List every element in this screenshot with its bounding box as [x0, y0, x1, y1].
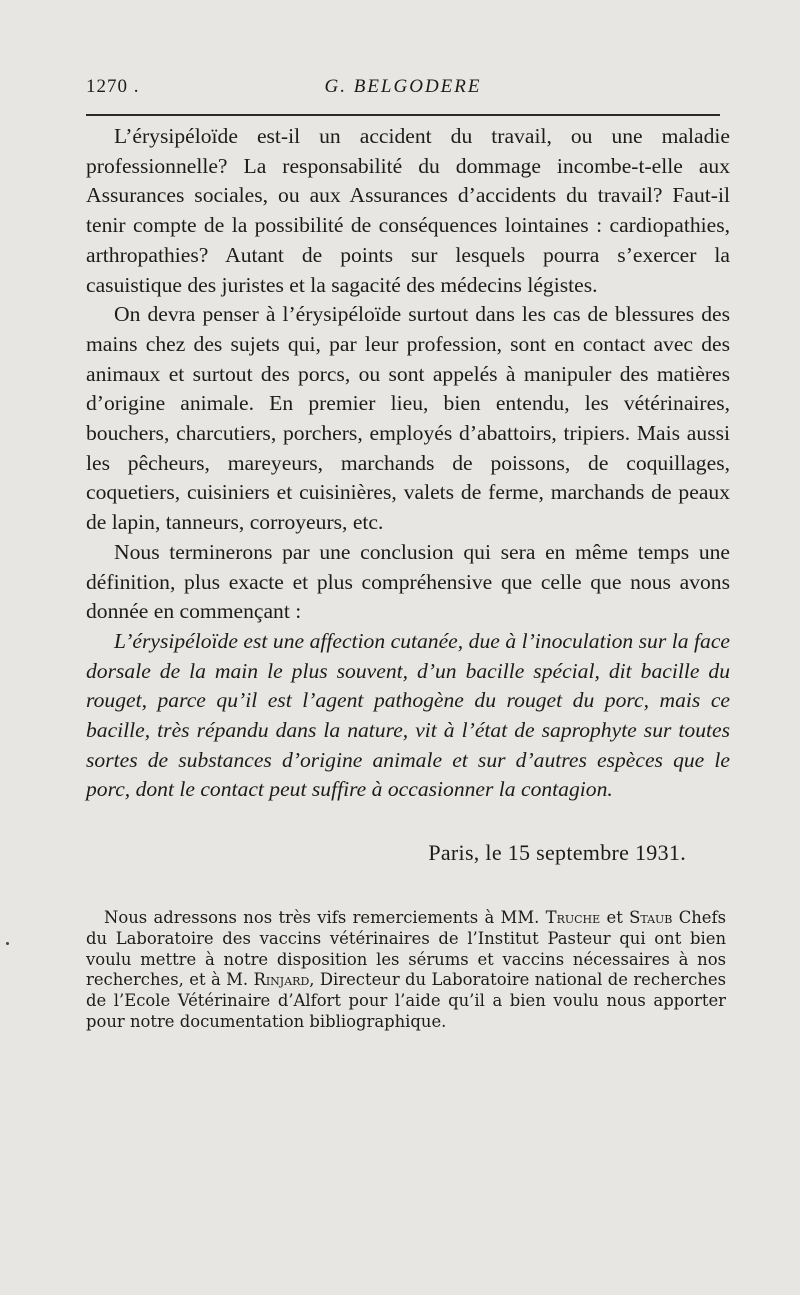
- footnote-text-2: et: [600, 908, 630, 927]
- footnote-text-3: Chefs du Laboratoire des vaccins vétérinaires de l’Institut Pasteur qui ont bien voulu mettre à notre disposition les sérums et vaccins nécessaires à nos recherches, et à M.: [86, 908, 726, 990]
- paragraph-professions: On devra penser à l’érysipéloïde surtout dans les cas de blessures des mains chez des sujets qui, par leur profession, sont en contact avec des animaux et surtout des porcs, ou sont appelés à manipuler des matières d’origine animale. En premier lieu, bien entendu, les vétérinaires, bouchers, charcutiers, porchers, employés d’abattoirs, tripiers. Mais aussi les pêcheurs, mareyeurs, marchands de poissons, de coquillages, coquetiers, cuisiniers et cuisinières, valets de ferme, marchands de peaux de lapin, tanneurs, corroyeurs, etc.: [86, 302, 730, 535]
- date-signature: Paris, le 15 septembre 1931.: [428, 840, 686, 865]
- definition-paragraph: L’érysipéloïde est une affection cutanée, due à l’inoculation sur la face dorsale de la main le plus souvent, d’un bacille spécial, dit bacille du rouget, parce qu’il est l’agent pathogène du rouget du porc, mais ce bacille, très répandu dans la nature, vit à l’état de saprophyte sur toutes sortes de substances d’origine animale et sur d’autres espèces que le porc, dont le contact peut suffire à occasionner la contagion.: [86, 628, 730, 802]
- footnote-text-1: Nous adressons nos très vifs remerciements à MM.: [104, 908, 546, 927]
- main-text: [86, 122, 730, 805]
- footnote-name-staub: Staub: [629, 908, 673, 927]
- paragraph-liability: L’érysipéloïde est-il un accident du travail, ou une maladie professionnelle? La responsabilité du dommage incombe-t-elle aux Assurances sociales, ou aux Assurances d’accidents du travail? Faut-il tenir compte de la possibilité de conséquences lointaines : cardiopathies, arthropathies? Autant de points sur lesquels pourra s’exercer la casuistique des juristes et la sagacité des médecins légistes.: [86, 124, 730, 297]
- page-header: [86, 76, 720, 106]
- running-head: G. BELGODERE: [324, 76, 482, 97]
- header-rule: [86, 114, 720, 116]
- footnote-text-4: , Directeur du Laboratoire national de recherches de l’Ecole Vétérinaire d’Alfort pour l’aide qu’il a bien voulu nous apporter pour notre documentation bibliographique.: [86, 970, 726, 1031]
- footnote-paragraph: [86, 908, 726, 1033]
- paragraph-conclusion: Nous terminerons par une conclusion qui sera en même temps une définition, plus exacte et plus compréhensive que celle que nous avons donnée en commençant :: [86, 539, 730, 624]
- footnote-name-truche: Truche: [545, 908, 601, 927]
- acknowledgement-footnote: [86, 908, 726, 1033]
- footnote-name-rinjard: Rinjard: [253, 970, 310, 990]
- margin-speck: [6, 942, 9, 945]
- page-number: 1270 .: [86, 76, 140, 97]
